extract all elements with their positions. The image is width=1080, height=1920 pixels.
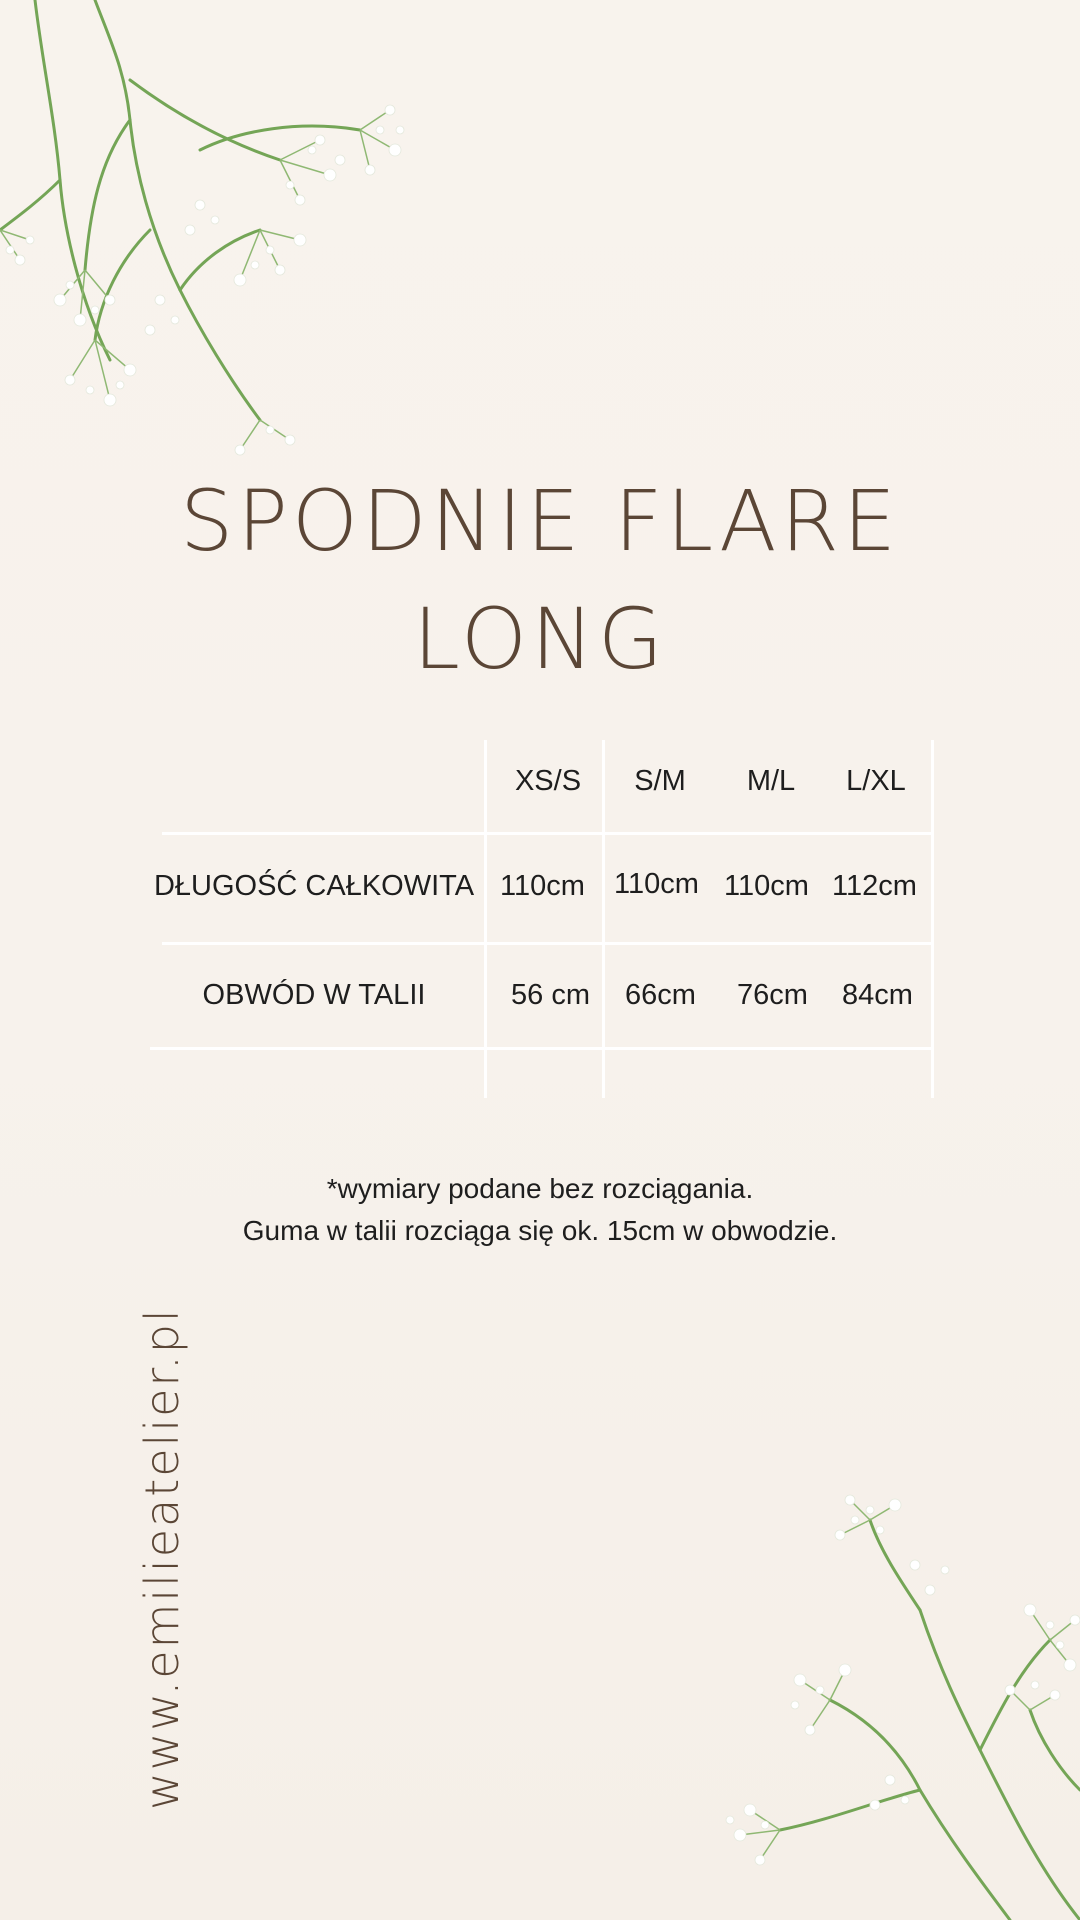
- table-divider: [162, 942, 934, 945]
- size-header-xs-s: XS/S: [514, 765, 582, 797]
- product-title-line-2: LONG: [413, 590, 667, 688]
- table-cell: 112cm: [832, 870, 917, 902]
- website-url: www.emilieatelier.pl: [135, 1307, 189, 1810]
- table-cell: 110cm: [500, 870, 585, 902]
- product-title: [0, 462, 1080, 698]
- size-header-s-m: S/M: [634, 765, 686, 797]
- table-divider: [931, 740, 934, 1098]
- note-line-1: *wymiary podane bez rozciągania.: [326, 1173, 754, 1204]
- table-divider: [484, 740, 487, 1098]
- size-header-l-xl: L/XL: [846, 765, 906, 797]
- row-label-waist: OBWÓD W TALII: [202, 979, 426, 1011]
- size-table: [150, 740, 934, 1098]
- size-header-m-l: M/L: [746, 765, 796, 797]
- table-cell: 110cm: [614, 868, 699, 900]
- gypsophila-flowers-bottom: [680, 1490, 1080, 1920]
- table-cell: 84cm: [842, 979, 913, 1011]
- table-divider: [150, 1047, 934, 1050]
- table-cell: 110cm: [724, 870, 809, 902]
- measurement-note: [0, 1168, 1080, 1252]
- table-divider: [162, 832, 934, 835]
- note-line-2: Guma w talii rozciąga się ok. 15cm w obwodzie.: [242, 1215, 838, 1246]
- product-title-line-1: SPODNIE FLARE: [179, 472, 901, 570]
- table-cell: 66cm: [625, 979, 696, 1011]
- table-cell: 56 cm: [511, 979, 590, 1011]
- table-cell: 76cm: [737, 979, 808, 1011]
- table-divider: [602, 740, 605, 1098]
- row-label-total-length: DŁUGOŚĆ CAŁKOWITA: [153, 870, 475, 902]
- gypsophila-flowers-top: [0, 0, 420, 460]
